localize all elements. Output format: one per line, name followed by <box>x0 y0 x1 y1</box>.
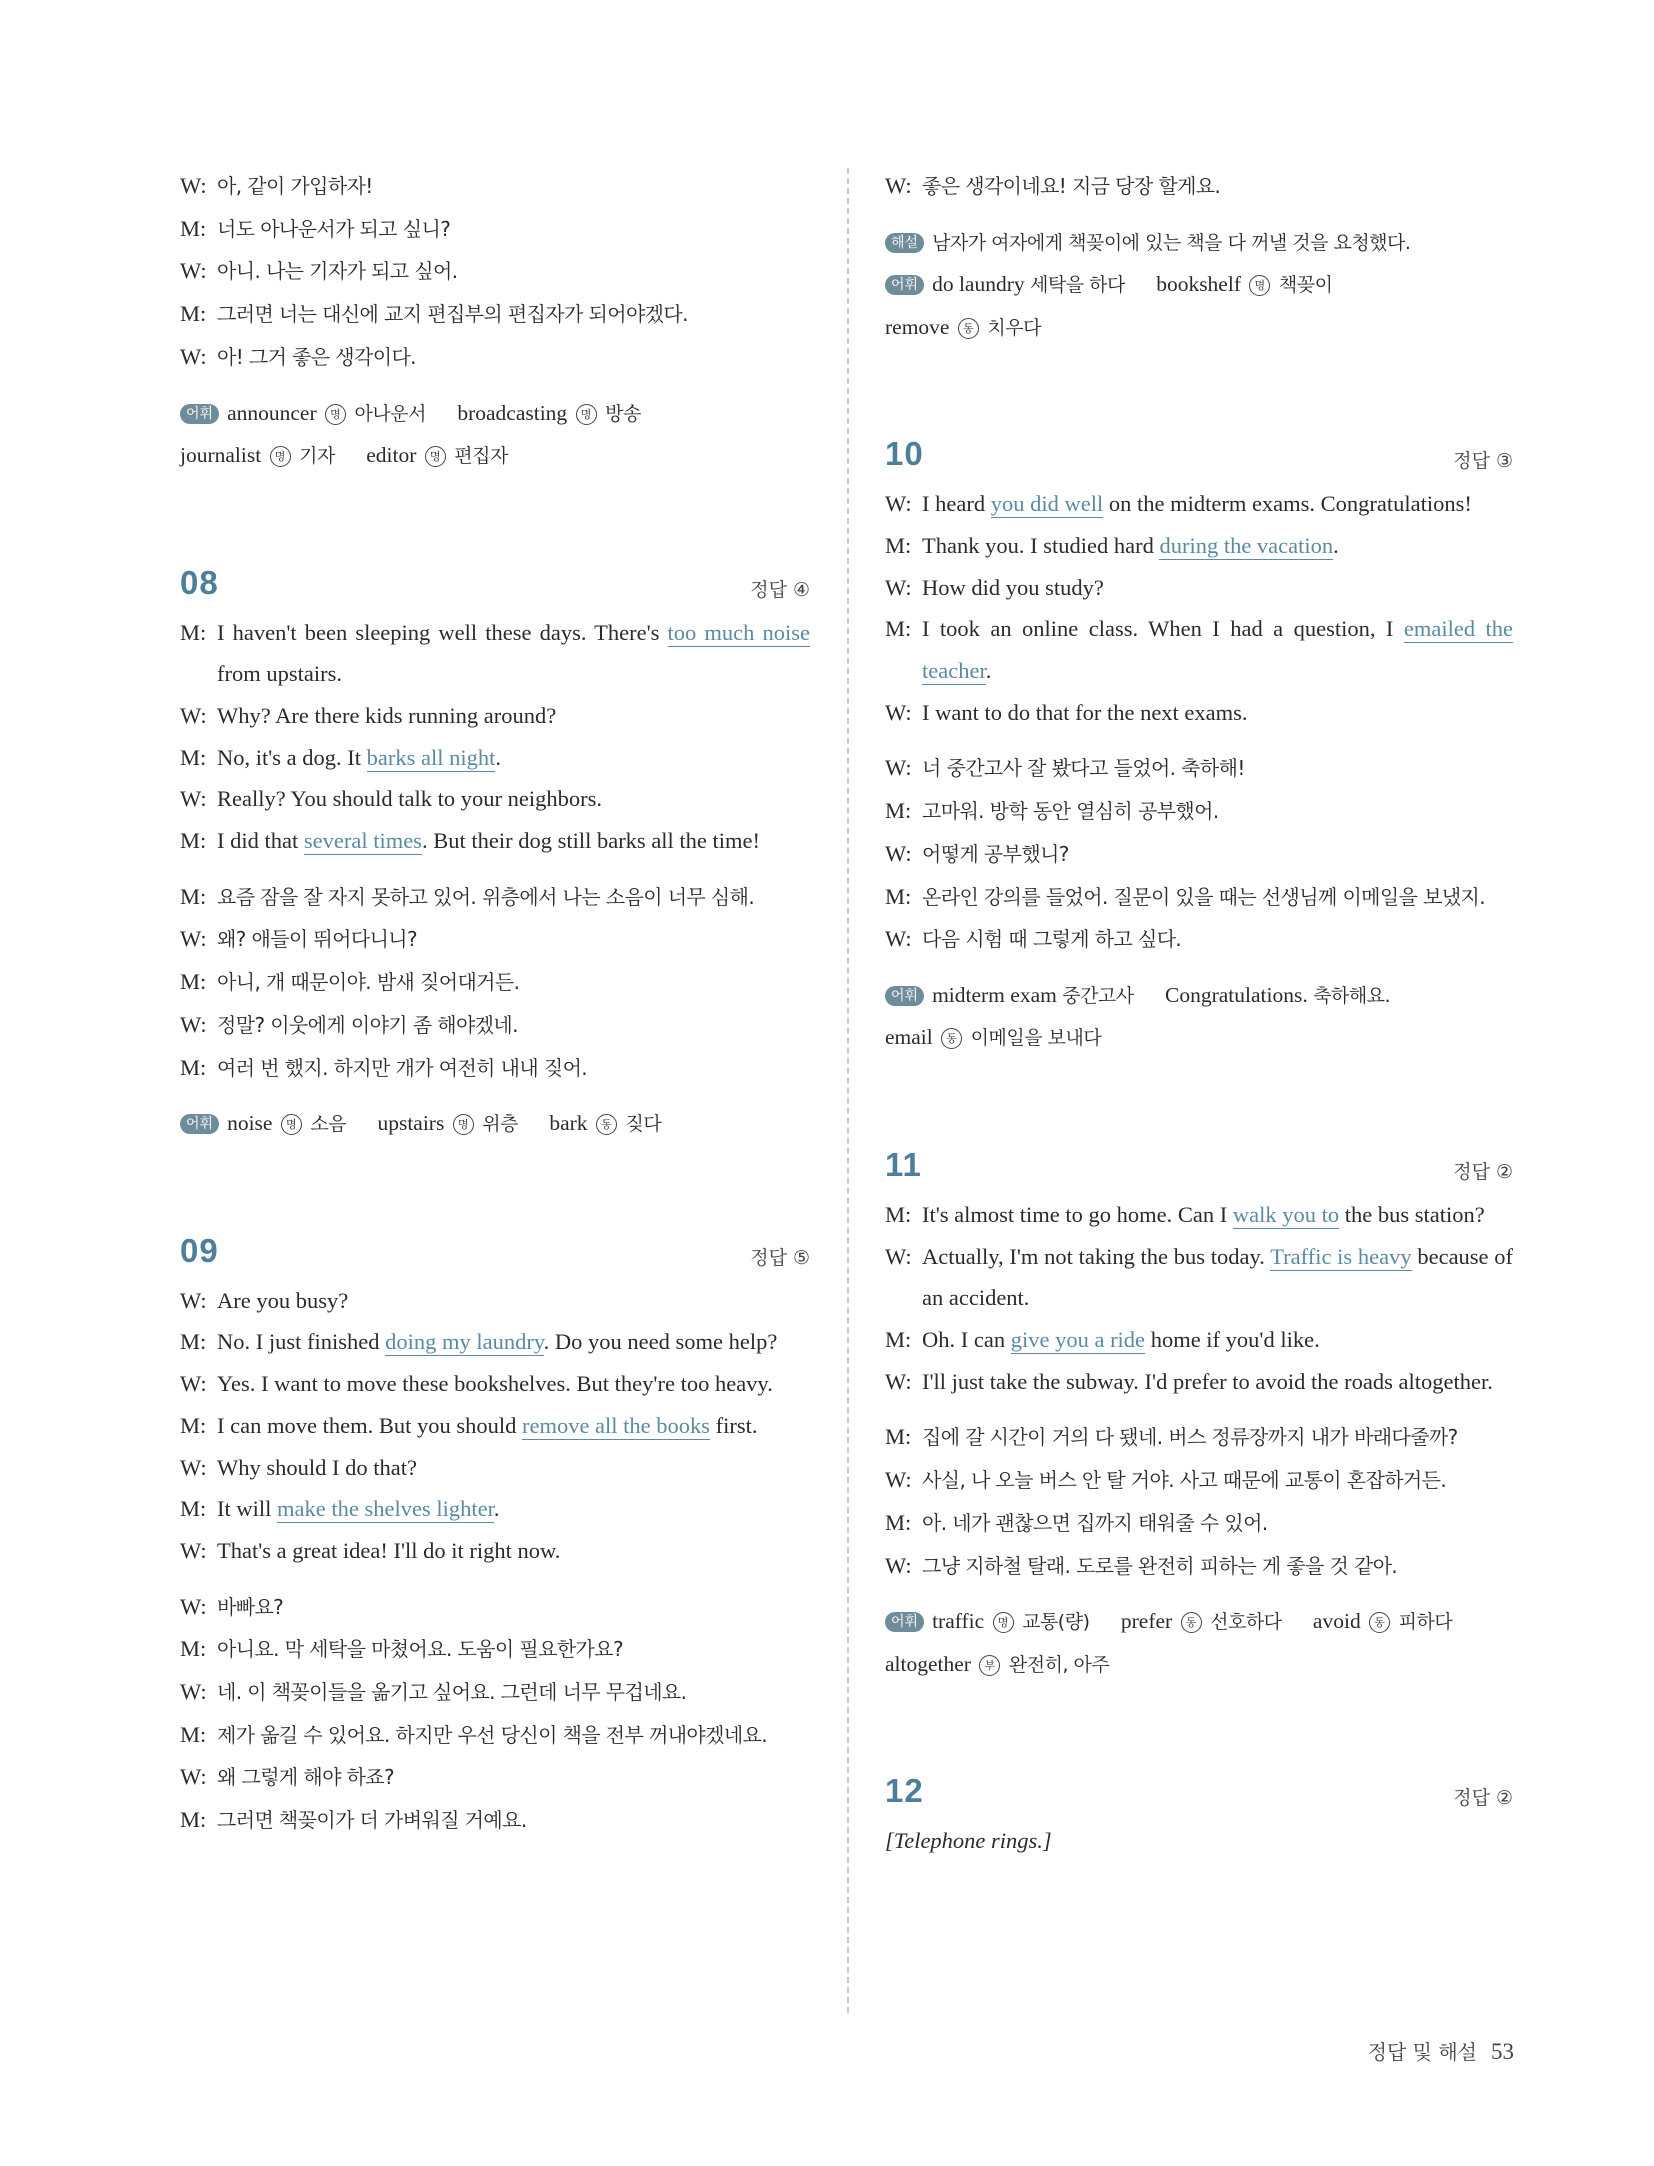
explanation-tag: 해설 <box>885 233 924 253</box>
line-text: 요즘 잠을 잘 자지 못하고 있어. 위층에서 나는 소음이 너무 심해. <box>217 884 755 909</box>
line-text: Yes. I want to move these bookshelves. But they're too heavy. <box>217 1371 773 1397</box>
line-text: because of an accident. <box>922 1243 1514 1311</box>
speaker-label: M: <box>180 1054 207 1080</box>
vocab-word: broadcasting <box>457 400 573 425</box>
speaker-label: W: <box>180 1593 207 1619</box>
dialogue-line <box>885 608 1513 691</box>
explanation-text: 남자가 여자에게 책꽂이에 있는 책을 다 꺼낼 것을 요청했다. <box>932 231 1411 254</box>
dialogue-line <box>885 790 1513 833</box>
vocab-box <box>180 1103 810 1146</box>
vocab-word: altogether <box>885 1651 977 1676</box>
line-text: 아니. 나는 기자가 되고 싶어. <box>217 259 458 284</box>
vocab-word: editor <box>366 443 422 468</box>
line-text: 바빠요? <box>217 1594 284 1619</box>
speaker-label: W: <box>885 1368 912 1394</box>
line-text: 왜 그렇게 해야 하죠? <box>217 1765 395 1790</box>
speaker-label: W: <box>180 786 207 812</box>
line-text: I'll just take the subway. I'd prefer to avoid the roads altogether. <box>922 1368 1493 1394</box>
part-of-speech-badge: 명 <box>325 404 346 425</box>
line-text: No. I just finished <box>217 1329 386 1355</box>
fill-in-answer: too much noise <box>667 619 810 645</box>
line-text: 사실, 나 오늘 버스 안 탈 거야. 사고 때문에 교통이 혼잡하거든. <box>922 1468 1447 1493</box>
speaker-label: M: <box>180 969 207 995</box>
vocab-meaning: 이메일을 보내다 <box>965 1027 1102 1050</box>
vocab-word: Congratulations. <box>1165 982 1314 1007</box>
line-text: I want to do that for the next exams. <box>922 699 1248 725</box>
dialogue-line <box>885 876 1513 919</box>
vocab-meaning: 방송 <box>599 402 641 425</box>
dialogue-line <box>180 1628 810 1671</box>
dialogue-line <box>180 1714 810 1757</box>
vocab-word: email <box>885 1025 939 1050</box>
speaker-label: W: <box>885 491 912 517</box>
dialogue-line <box>180 250 810 293</box>
speaker-label: M: <box>885 1509 912 1535</box>
line-text: 온라인 강의를 들었어. 질문이 있을 때는 선생님께 이메일을 보냈지. <box>922 884 1486 909</box>
vocab-item <box>1121 1609 1282 1633</box>
vocab-item <box>227 1111 346 1135</box>
speaker-label: W: <box>180 1011 207 1037</box>
line-text: Actually, I'm not taking the bus today. <box>922 1243 1271 1269</box>
line-text: 집에 갈 시간이 거의 다 됐네. 버스 정류장까지 내가 바래다줄까? <box>922 1425 1458 1450</box>
speaker-label: M: <box>180 301 207 327</box>
dialogue-line <box>180 1799 810 1842</box>
vocab-box <box>885 975 1513 1060</box>
vocab-item <box>366 443 508 467</box>
stage-direction: [Telephone rings.] <box>885 1828 1052 1854</box>
vocab-item <box>549 1111 661 1135</box>
line-text: 아! 그거 좋은 생각이다. <box>217 344 416 369</box>
vocab-meaning: 소음 <box>304 1113 347 1136</box>
line-text: home if you'd like. <box>1145 1327 1320 1353</box>
vocab-word: avoid <box>1312 1609 1367 1634</box>
speaker-label: M: <box>885 1424 912 1450</box>
line-text: 정말? 이웃에게 이야기 좀 해야겠네. <box>217 1012 518 1037</box>
vocab-tag: 어휘 <box>885 986 924 1006</box>
line-text: 왜? 애들이 뛰어다니니? <box>217 927 418 952</box>
line-text: I did that <box>217 828 304 854</box>
line-text: 좋은 생각이네요! 지금 당장 할게요. <box>922 174 1221 198</box>
korean-translation <box>180 1586 810 1842</box>
dialogue-line <box>885 567 1513 609</box>
fill-in-answer: doing my laundry <box>385 1329 544 1355</box>
part-of-speech-badge: 명 <box>281 1114 302 1135</box>
dialogue-line <box>180 1405 810 1447</box>
page-number: 53 <box>1491 2039 1514 2064</box>
vocab-box <box>180 393 810 478</box>
speaker-label: W: <box>885 840 912 866</box>
dialogue-line <box>180 1488 810 1530</box>
dialogue-line <box>180 336 810 379</box>
dialogue-line <box>180 1280 810 1322</box>
part-of-speech-badge: 부 <box>979 1655 1000 1676</box>
dialogue-line <box>885 1361 1513 1403</box>
speaker-label: M: <box>885 798 912 824</box>
continued-translation <box>180 165 810 379</box>
vocab-item <box>885 1652 1109 1676</box>
vocab-item <box>1313 1609 1452 1633</box>
vocab-meaning: 중간고사 <box>1062 984 1134 1007</box>
speaker-label: M: <box>180 1412 207 1438</box>
speaker-label: M: <box>180 1807 207 1833</box>
line-text: 그냥 지하철 탈래. 도로를 완전히 피하는 게 좋을 것 같아. <box>922 1553 1398 1578</box>
line-text: It's almost time to go home. Can I <box>922 1201 1233 1227</box>
vocab-word: midterm exam <box>932 982 1063 1007</box>
part-of-speech-badge: 동 <box>958 318 979 339</box>
line-text: . <box>985 658 992 684</box>
answer-label: 정답 ④ <box>750 578 810 601</box>
speaker-label: M: <box>180 1329 207 1355</box>
vocab-item <box>932 1609 1089 1633</box>
answer-label: 정답 ② <box>1453 1787 1513 1810</box>
vocab-meaning: 기자 <box>293 445 335 468</box>
dialogue-line <box>885 1194 1513 1236</box>
line-text: from upstairs. <box>217 661 342 687</box>
part-of-speech-badge: 명 <box>993 1612 1014 1633</box>
vocab-tag: 어휘 <box>885 275 924 295</box>
vocab-item <box>180 443 335 467</box>
speaker-label: W: <box>180 1371 207 1397</box>
speaker-label: M: <box>180 1496 207 1522</box>
vocab-box <box>885 1601 1513 1686</box>
vocab-item <box>932 983 1134 1007</box>
speaker-label: W: <box>885 699 912 725</box>
left-column <box>180 165 810 1842</box>
dialogue-line <box>885 1236 1513 1319</box>
vocab-word: bookshelf <box>1156 272 1247 297</box>
vocab-tag: 어휘 <box>180 1114 219 1134</box>
vocab-word: do laundry <box>932 272 1030 297</box>
dialogue-line <box>180 1671 810 1714</box>
vocab-tag: 어휘 <box>180 404 219 424</box>
line-text: . Do you need some help? <box>543 1329 778 1355</box>
dialogue-line <box>180 778 810 820</box>
dialogue-line <box>180 820 810 862</box>
speaker-label: M: <box>885 883 912 909</box>
speaker-label: M: <box>180 215 207 241</box>
dialogue-line <box>180 1321 810 1363</box>
footer-label: 정답 및 해설 <box>1367 2040 1477 2064</box>
dialogue-line <box>180 1586 810 1629</box>
line-text: 아, 같이 가입하자! <box>217 174 373 198</box>
question-number: 08 <box>180 563 219 601</box>
continued-translation <box>885 165 1513 208</box>
dialogue-line <box>180 1756 810 1799</box>
dialogue-line <box>885 692 1513 734</box>
vocab-meaning: 피하다 <box>1393 1611 1453 1634</box>
dialogue-line <box>180 918 810 961</box>
dialogue-line <box>180 208 810 251</box>
english-script <box>180 612 810 862</box>
speaker-label: M: <box>180 828 207 854</box>
line-text: Why should I do that? <box>217 1454 417 1480</box>
vocab-item <box>1156 272 1332 296</box>
fill-in-answer: walk you to <box>1232 1201 1340 1227</box>
line-text: 아니, 개 때문이야. 밤새 짖어대거든. <box>217 970 520 995</box>
line-text: 너 중간고사 잘 봤다고 들었어. 축하해! <box>922 756 1245 781</box>
vocab-item <box>1165 983 1390 1007</box>
vocab-word: bark <box>549 1111 593 1136</box>
vocab-item <box>227 401 426 425</box>
speaker-label: W: <box>180 926 207 952</box>
line-text: Oh. I can <box>922 1327 1011 1353</box>
speaker-label: W: <box>180 343 207 369</box>
dialogue-line <box>885 1416 1513 1459</box>
part-of-speech-badge: 동 <box>1181 1612 1202 1633</box>
part-of-speech-badge: 동 <box>596 1114 617 1135</box>
question-10 <box>885 435 1513 1060</box>
speaker-label: W: <box>180 1537 207 1563</box>
speaker-label: W: <box>885 1467 912 1493</box>
english-script <box>885 483 1513 733</box>
vocab-meaning: 편집자 <box>448 445 508 468</box>
part-of-speech-badge: 명 <box>576 404 597 425</box>
vocab-item <box>885 1025 1101 1049</box>
line-text: 아. 네가 괜찮으면 집까지 태워줄 수 있어. <box>922 1510 1268 1535</box>
line-text: I took an online class. When I had a question, I <box>922 616 1404 642</box>
line-text: That's a great idea! I'll do it right now. <box>217 1537 561 1563</box>
fill-in-answer: several times <box>303 828 422 854</box>
vocab-meaning: 선호하다 <box>1204 1611 1282 1634</box>
fill-in-answer: remove all the books <box>521 1412 711 1438</box>
question-number: 09 <box>180 1231 219 1269</box>
speaker-label: W: <box>885 755 912 781</box>
dialogue-line <box>885 1502 1513 1545</box>
dialogue-line <box>180 737 810 779</box>
vocab-meaning: 위층 <box>476 1113 518 1136</box>
vocab-word: prefer <box>1120 1609 1178 1634</box>
fill-in-answer: during the vacation <box>1159 532 1334 558</box>
speaker-label: W: <box>180 702 207 728</box>
vocab-word: journalist <box>180 443 267 468</box>
answer-label: 정답 ③ <box>1453 450 1513 473</box>
speaker-label: M: <box>180 619 207 645</box>
page-footer <box>1368 2036 1514 2065</box>
speaker-label: W: <box>180 1287 207 1313</box>
line-text: I heard <box>922 491 991 517</box>
line-text: Really? You should talk to your neighbors. <box>217 786 602 812</box>
speaker-label: W: <box>885 173 912 198</box>
dialogue-line <box>885 747 1513 790</box>
dialogue-line <box>885 525 1513 567</box>
dialogue-line <box>180 165 810 208</box>
vocab-meaning: 축하해요. <box>1313 984 1391 1007</box>
question-08 <box>180 564 810 1146</box>
dialogue-line <box>180 1363 810 1405</box>
vocab-item <box>377 1111 518 1135</box>
line-text: . But their dog still barks all the time! <box>421 828 761 854</box>
line-text: 다음 시험 때 그렇게 하고 싶다. <box>922 927 1182 952</box>
fill-in-answer: make the shelves lighter <box>277 1496 494 1522</box>
speaker-label: M: <box>180 1721 207 1747</box>
dialogue-line <box>180 1004 810 1047</box>
line-text: Thank you. I studied hard <box>922 532 1160 558</box>
fill-in-answer: emailed the teacher <box>922 616 1514 684</box>
speaker-label: M: <box>885 532 912 558</box>
vocab-meaning: 짖다 <box>619 1113 662 1136</box>
speaker-label: W: <box>885 1552 912 1578</box>
dialogue-line <box>885 1545 1513 1588</box>
line-text: 여러 번 했지. 하지만 개가 여전히 내내 짖어. <box>217 1055 588 1080</box>
question-number: 11 <box>885 1145 922 1183</box>
vocab-word: announcer <box>227 400 322 425</box>
speaker-label: W: <box>180 258 207 284</box>
speaker-label: W: <box>885 926 912 952</box>
answer-label: 정답 ⑤ <box>750 1246 810 1269</box>
line-text: 어떻게 공부했니? <box>922 841 1069 866</box>
line-text: It will <box>217 1496 277 1522</box>
dialogue-line <box>180 1047 810 1090</box>
fill-in-answer: barks all night <box>366 744 496 770</box>
line-text: How did you study? <box>922 574 1104 600</box>
question-number: 12 <box>885 1772 924 1810</box>
speaker-label: W: <box>180 1764 207 1790</box>
vocab-word: upstairs <box>377 1111 450 1136</box>
speaker-label: W: <box>885 1243 912 1269</box>
question-11 <box>885 1146 1513 1686</box>
dialogue-line <box>885 483 1513 525</box>
fill-in-answer: you did well <box>990 491 1104 517</box>
vocab-item <box>885 315 1041 339</box>
line-text: Why? Are there kids running around? <box>217 702 557 728</box>
korean-translation <box>885 1416 1513 1587</box>
vocab-box <box>885 264 1513 349</box>
question-number: 10 <box>885 435 924 473</box>
fill-in-answer: give you a ride <box>1010 1327 1146 1353</box>
dialogue-line <box>180 695 810 737</box>
dialogue-line <box>885 918 1513 961</box>
dialogue-line <box>180 961 810 1004</box>
vocab-meaning: 교통(량) <box>1016 1611 1090 1634</box>
vocab-item <box>457 401 640 425</box>
korean-translation <box>885 747 1513 961</box>
vocab-meaning: 완전히, 아주 <box>1003 1653 1110 1676</box>
vocab-meaning: 책꽂이 <box>1273 274 1333 297</box>
dialogue-line <box>885 165 1513 208</box>
part-of-speech-badge: 명 <box>453 1114 474 1135</box>
fill-in-answer: Traffic is heavy <box>1270 1243 1412 1269</box>
line-text: I can move them. But you should <box>217 1412 522 1438</box>
vocab-word: remove <box>885 314 955 339</box>
explanation-box <box>885 222 1513 265</box>
speaker-label: W: <box>180 1679 207 1705</box>
answer-label: 정답 ② <box>1453 1160 1513 1183</box>
vocab-meaning: 아나운서 <box>348 402 426 425</box>
speaker-label: W: <box>885 574 912 600</box>
dialogue-line <box>180 876 810 919</box>
line-text: . <box>1333 532 1339 558</box>
column-divider <box>847 168 849 2013</box>
dialogue-line <box>885 1459 1513 1502</box>
line-text: 그러면 책꽂이가 더 가벼워질 거예요. <box>217 1808 527 1833</box>
dialogue-line <box>180 1447 810 1489</box>
english-script <box>885 1194 1513 1403</box>
line-text: Are you busy? <box>217 1287 349 1313</box>
vocab-word: traffic <box>932 1609 990 1634</box>
right-column <box>885 165 1513 1862</box>
part-of-speech-badge: 명 <box>1249 275 1270 296</box>
part-of-speech-badge: 동 <box>941 1028 962 1049</box>
speaker-label: W: <box>180 1454 207 1480</box>
speaker-label: M: <box>180 1636 207 1662</box>
question-12 <box>885 1772 1513 1862</box>
line-text: 네. 이 책꽂이들을 옮기고 싶어요. 그런데 너무 무겁네요. <box>217 1680 687 1705</box>
line-text: . <box>495 744 502 770</box>
dialogue-line <box>180 293 810 336</box>
line-text: on the midterm exams. Congratulations! <box>1103 491 1472 517</box>
vocab-tag: 어휘 <box>885 1612 924 1632</box>
dialogue-line <box>885 1319 1513 1361</box>
line-text: the bus station? <box>1339 1201 1485 1227</box>
speaker-label: M: <box>180 744 207 770</box>
speaker-label: M: <box>885 616 912 642</box>
line-text: No, it's a dog. It <box>217 744 367 770</box>
korean-translation <box>180 876 810 1090</box>
question-09 <box>180 1232 810 1842</box>
english-script <box>180 1280 810 1572</box>
dialogue-line <box>180 612 810 695</box>
vocab-meaning: 세탁을 하다 <box>1030 274 1125 297</box>
line-text: I haven't been sleeping well these days. There's <box>217 619 668 645</box>
line-text: . <box>493 1496 500 1522</box>
dialogue-line <box>885 833 1513 876</box>
line-text: 너도 아나운서가 되고 싶니? <box>217 216 451 241</box>
vocab-word: noise <box>227 1111 278 1136</box>
speaker-label: M: <box>885 1327 912 1353</box>
speaker-label: M: <box>885 1201 912 1227</box>
part-of-speech-badge: 명 <box>425 446 446 467</box>
line-text: first. <box>710 1412 758 1438</box>
part-of-speech-badge: 동 <box>1369 1612 1390 1633</box>
speaker-label: M: <box>180 883 207 909</box>
line-text: 그러면 너는 대신에 교지 편집부의 편집자가 되어야겠다. <box>217 302 688 327</box>
vocab-item <box>932 272 1125 296</box>
speaker-label: W: <box>180 173 207 198</box>
part-of-speech-badge: 명 <box>270 446 291 467</box>
line-text: 고마워. 방학 동안 열심히 공부했어. <box>922 799 1219 824</box>
line-text: 아니요. 막 세탁을 마쳤어요. 도움이 필요한가요? <box>217 1637 623 1662</box>
dialogue-line <box>180 1530 810 1572</box>
line-text: 제가 옮길 수 있어요. 하지만 우선 당신이 책을 전부 꺼내야겠네요. <box>217 1722 768 1747</box>
vocab-meaning: 치우다 <box>981 316 1041 339</box>
